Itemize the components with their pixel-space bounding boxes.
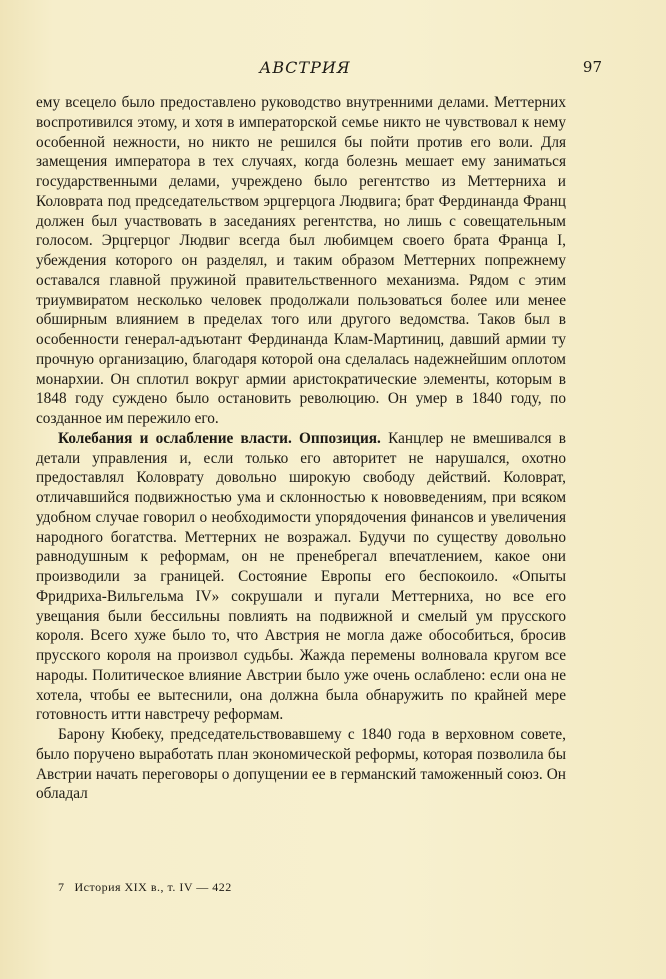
paragraph-continuation — [36, 93, 566, 429]
body-text — [36, 93, 566, 804]
paragraph-text: Канцлер не вмешивался в детали управления и, если только его авторитет не нарушался, охотно предоставлял Коловрату довольно широкую свободу действий. Коловрат, отличавшийся подвижностью ума и склонностью к нововведениям, при всяком удобном случае говорил о необходимости упорядочения финансов и увеличения народного богатства. Меттерних не возражал. Будучи по существу довольно равнодушным к реформам, он не пренебрегал впечатлением, какое они производили за границей. Состояние Европы его беспокоило. «Опыты Фридриха-Вильгельма IV» сокрушали и пугали Меттерниха, но все его увещания были бессильны повлиять на подвижной и смелый ум прусского короля. Всего хуже было то, что Австрия не могла даже обособиться, бросив прусского короля на произвол судьбы. Жажда перемены волновала кругом все народы. Политическое влияние Австрии было уже очень ослаблено: если она не хотела, чтобы ее вытеснили, она должна была обнаружить по крайней мере готовность итти навстречу реформам. — [36, 429, 566, 724]
signature-number: 7 — [58, 880, 65, 894]
running-title: АВСТРИЯ — [259, 58, 351, 77]
paragraph-text: ему всецело было предоставлено руководство внутренними делами. Меттерних воспротивился этому, и хотя в императорской семье никто не чувствовал к нему особенной нежности, но никто не решился бы пойти против его воли. Для замещения императора в тех случаях, когда болезнь мешает ему заниматься государственными делами, учреждено было регентство из Меттерниха и Коловрата под председательством эрцгерцога Людвига; брат Фердинанда Франц должен был участвовать в заседаниях регентства, но лишь с совещательным голосом. Эрцгерцог Людвиг всегда был любимцем своего брата Франца I, убеждения которого он разделял, и таким образом Меттерних попрежнему оставался главной пружиной правительственного механизма. Рядом с этим триумвиратом несколько человек продолжали пользоваться более или менее обширным влиянием в пределах того или другого ведомства. Таков был в особенности генерал-адъютант Фердинанда Клам-Мартиниц, давший армии ту прочную организацию, благодаря которой она сделалась надежнейшим оплотом монархии. Он сплотил вокруг армии аристократические элементы, которым в 1848 году суждено было остановить революцию. Он умер в 1840 году, по созданное им пережило его. — [36, 94, 566, 427]
paragraph-kubek — [36, 725, 566, 804]
paragraph-text: Барону Кюбеку, председательствовавшему с 1840 года в верховном совете, было поручено выработать план экономической реформы, которая позволила бы Австрии начать переговоры о допущении ее в германский таможенный союз. Он обладал — [36, 726, 566, 803]
signature-line — [58, 880, 242, 895]
signature-text: История XIX в., т. IV — 422 — [74, 880, 232, 894]
paragraph-section — [36, 429, 566, 725]
section-heading: Колебания и ослабление власти. Оппозиция. — [58, 429, 381, 447]
running-header — [36, 58, 602, 84]
page-number: 97 — [582, 58, 602, 76]
